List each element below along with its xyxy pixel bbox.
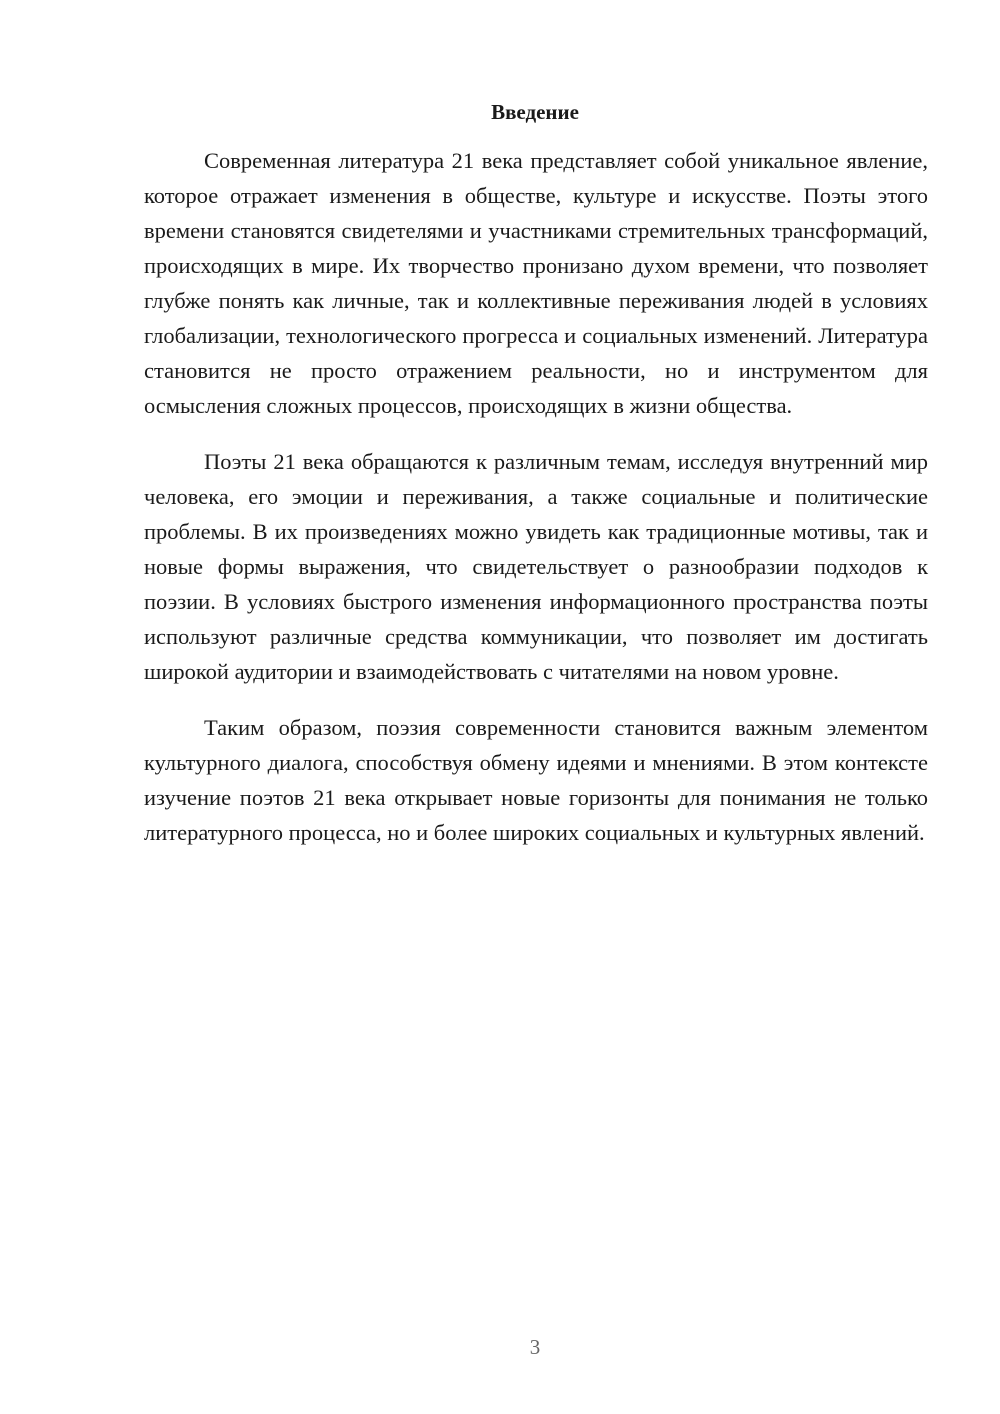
- paragraph-2: Поэты 21 века обращаются к различным темам, исследуя внутренний мир человека, его эмоции и переживания, а также социальные и политические проблемы. В их произведениях можно увидеть как традиционные мотивы, так и новые формы выражения, что свидетельствует о разнообразии подходов к поэзии. В условиях быстрого изменения информационного пространства поэты используют различные средства коммуникации, что позволяет им достигать широкой аудитории и взаимодействовать с читателями на новом уровне.: [144, 449, 928, 684]
- document-body: [144, 143, 928, 871]
- page-title: Введение: [491, 100, 579, 124]
- paragraph-3: Таким образом, поэзия современности становится важным элементом культурного диалога, способствуя обмену идеями и мнениями. В этом контексте изучение поэтов 21 века открывает новые горизонты для понимания не только литературного процесса, но и более широких социальных и культурных явлений.: [144, 715, 928, 845]
- page-number: 3: [529, 1335, 541, 1359]
- paragraph-1: Современная литература 21 века представляет собой уникальное явление, которое отражает изменения в обществе, культуре и искусстве. Поэты этого времени становятся свидетелями и участниками стремительных трансформаций, происходящих в мире. Их творчество пронизано духом времени, что позволяет глубже понять как личные, так и коллективные переживания людей в условиях глобализации, технологического прогресса и социальных изменений. Литература становится не просто отражением реальности, но и инструментом для осмысления сложных процессов, происходящих в жизни общества.: [144, 148, 928, 418]
